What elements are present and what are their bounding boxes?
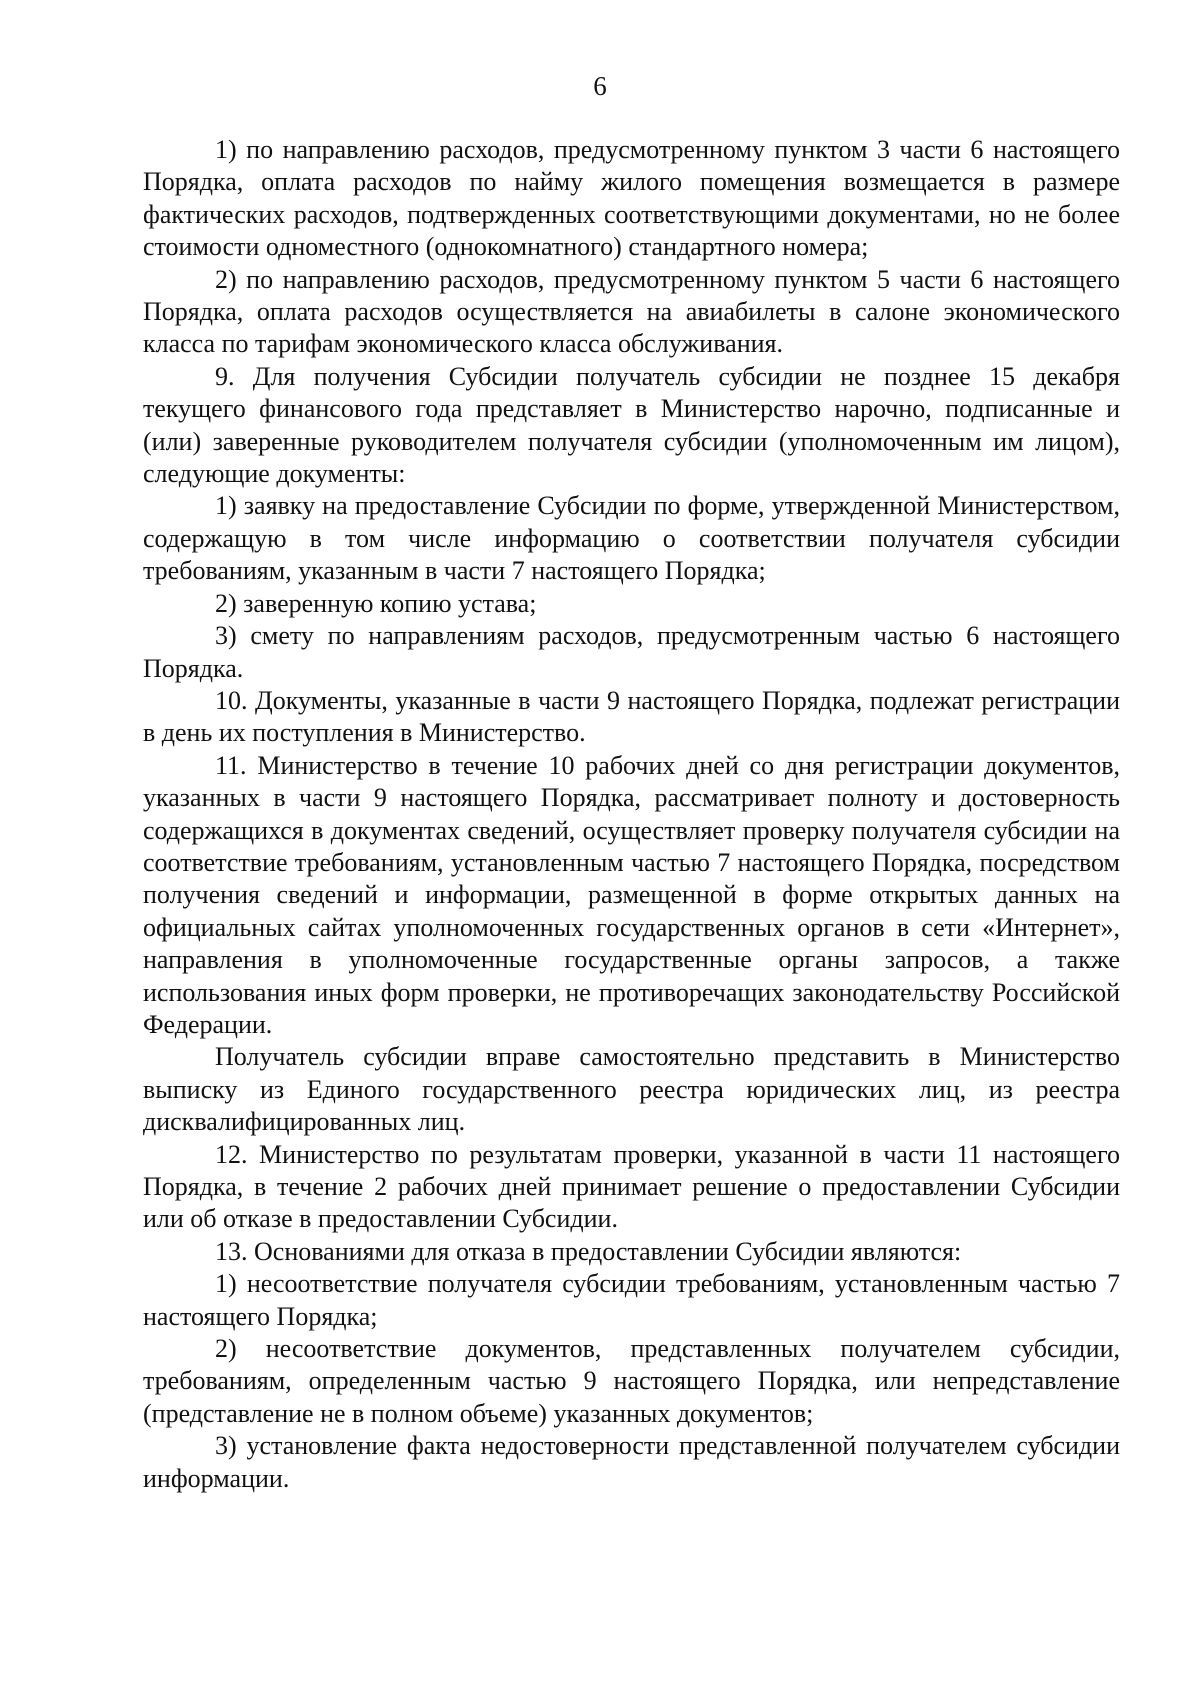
paragraph-11: 11. Министерство в течение 10 рабочих дней со дня регистрации документов, указанных в части 9 настоящего Порядка, рассматривает полноту и достоверность содержащихся в документах сведений, осуществляет проверку получателя субсидии на соответствие требованиям, установленным частью 7 настоящего Порядка, посредством получения сведений и информации, размещенной в форме открытых данных на официальных сайтах уполномоченных государственных органов в сети «Интернет», направления в уполномоченные государственные органы запросов, а также использования иных форм проверки, не противоречащих законодательству Российской Федерации.	[143, 750, 1120, 1039]
page-number: 6	[593, 71, 607, 101]
paragraph-13-item-2: 2) несоответствие документов, представленных получателем субсидии, требованиям, определенным частью 9 настоящего Порядка, или непредставление (представление не в полном объеме) указанных документов;	[143, 1334, 1120, 1428]
paragraph-9: 9. Для получения Субсидии получатель субсидии не позднее 15 декабря текущего финансового года представляет в Министерство нарочно, подписанные и (или) заверенные руководителем получателя субсидии (уполномоченным им лицом), следующие документы:	[143, 361, 1120, 489]
paragraph-9-item-2: 2) заверенную копию устава;	[215, 588, 537, 618]
document-body	[143, 134, 1120, 1495]
paragraph-12: 12. Министерство по результатам проверки, указанной в части 11 настоящего Порядка, в течение 2 рабочих дней принимает решение о предоставлении Субсидии или об отказе в предоставлении Субсидии.	[143, 1139, 1120, 1234]
paragraph-11-extract: Получатель субсидии вправе самостоятельно представить в Министерство выписку из Единого государственного реестра юридических лиц, из реестра дисквалифицированных лиц.	[143, 1042, 1120, 1137]
paragraph-13-item-3: 3) установление факта недостоверности представленной получателем субсидии информации.	[143, 1431, 1120, 1493]
paragraph-9-item-1: 1) заявку на предоставление Субсидии по форме, утвержденной Министерством, содержащую в том числе информацию о соответствии получателя субсидии требованиям, указанным в части 7 настоящего Порядка;	[143, 491, 1120, 586]
paragraph-expense-lodging: 1) по направлению расходов, предусмотренному пунктом 3 части 6 настоящего Порядка, оплата расходов по найму жилого помещения возмещается в размере фактических расходов, подтвержденных соответствующими документами, но не более стоимости одноместного (однокомнатного) стандартного номера;	[143, 135, 1120, 262]
paragraph-10: 10. Документы, указанные в части 9 настоящего Порядка, подлежат регистрации в день их поступления в Министерство.	[143, 685, 1120, 748]
paragraph-9-item-3: 3) смету по направлениям расходов, предусмотренным частью 6 настоящего Порядка.	[143, 621, 1120, 683]
paragraph-13: 13. Основаниями для отказа в предоставлении Субсидии являются:	[215, 1236, 962, 1266]
paragraph-13-item-1: 1) несоответствие получателя субсидии требованиям, установленным частью 7 настоящего Порядка;	[143, 1269, 1120, 1331]
paragraph-expense-airfare: 2) по направлению расходов, предусмотренному пунктом 5 части 6 настоящего Порядка, оплата расходов осуществляется на авиабилеты в салоне экономического класса по тарифам экономического класса обслуживания.	[143, 264, 1120, 359]
